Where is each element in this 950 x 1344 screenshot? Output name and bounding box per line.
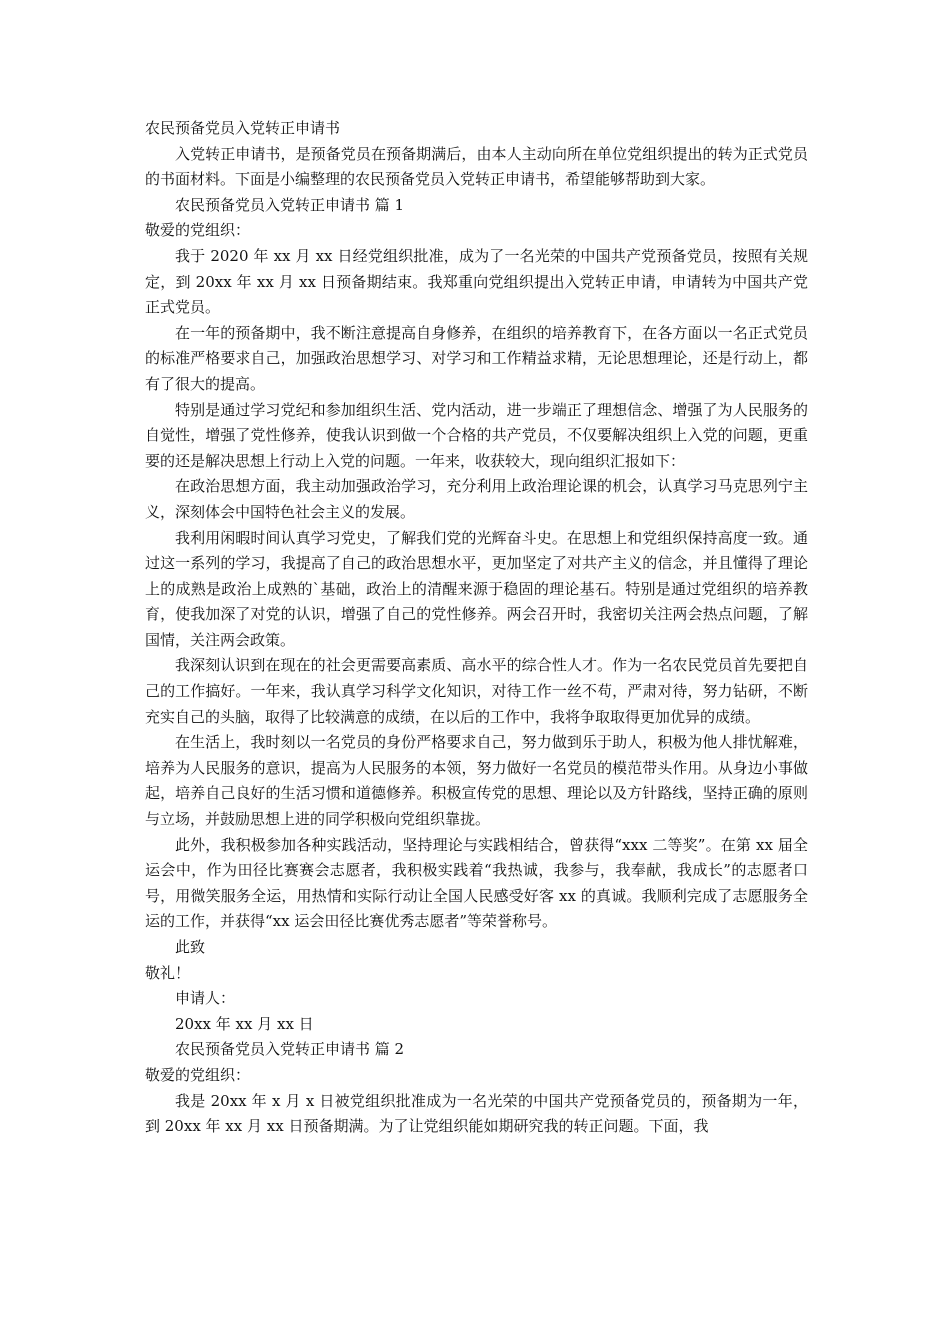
letter-1-paragraph: 我深刻认识到在现在的社会更需要高素质、高水平的综合性人才。作为一名农民党员首先要把自己的工作搞好。一年来，我认真学习科学文化知识，对待工作一丝不苟，严肃对待，努力钻研，不断充实自己的头脑，取得了比较满意的成绩，在以后的工作中，我将争取取得更加优异的成绩。 xyxy=(145,656,808,726)
letter-1-closing: 此致 xyxy=(175,938,206,956)
document-title: 农民预备党员入党转正申请书 xyxy=(145,119,341,137)
letter-1-paragraph: 此外，我积极参加各种实践活动，坚持理论与实践相结合，曾获得“xxx 二等奖”。在第 xx 届全运会中，作为田径比赛赛会志愿者，我积极实践着“我热诚，我参与，我奉献，我成长”的志愿者口号，用微笑服务全运，用热情和实际行动让全国人民感受好客 xx 的真诚。我顺利完成了志愿服务全运的工作，并获得“xx 运会田径比赛优秀志愿者”等荣誉称号。 xyxy=(145,835,808,931)
letter-1-heading: 农民预备党员入党转正申请书 篇 1 xyxy=(175,195,405,214)
letter-1-salute: 敬礼！ xyxy=(145,963,191,982)
letter-1-salutation: 敬爱的党组织： xyxy=(145,221,251,240)
letter-1-paragraph: 在生活上，我时刻以一名党员的身份严格要求自己，努力做到乐于助人，积极为他人排忧解难，培养为人民服务的意识，提高为人民服务的本领，努力做好一名党员的模范带头作用。从身边小事做起，培养自己良好的生活习惯和道德修养。积极宣传党的思想、理论以及方针路线，坚持正确的原则与立场，并鼓励思想上进的同学积极向党组织靠拢。 xyxy=(145,733,808,829)
letter-1-paragraph: 特别是通过学习党纪和参加组织生活、党内活动，进一步端正了理想信念、增强了为人民服务的自觉性，增强了党性修养，使我认识到做一个合格的共产党员，不仅要解决组织上入党的问题，更重要的还是解决思想上行动上入党的问题。一年来，收获较大，现向组织汇报如下： xyxy=(145,400,808,470)
letter-2-salutation: 敬爱的党组织： xyxy=(145,1065,251,1084)
letter-1-signer: 申请人： xyxy=(175,989,236,1008)
letter-1-paragraph: 在一年的预备期中，我不断注意提高自身修养，在组织的培养教育下，在各方面以一名正式党员的标准严格要求自己，加强政治思想学习、对学习和工作精益求精，无论思想理论，还是行动上，都有了很大的提高。 xyxy=(145,323,808,393)
letter-2-heading: 农民预备党员入党转正申请书 篇 2 xyxy=(175,1040,405,1059)
letter-1-paragraph: 我于 2020 年 xx 月 xx 日经党组织批准，成为了一名光荣的中国共产党预备党员，按照有关规定，到 20xx 年 xx 月 xx 日预备期结束。我郑重向党组织提出入党转正申请，申请转为中国共产党正式党员。 xyxy=(145,246,808,317)
intro-paragraph: 入党转正申请书，是预备党员在预备期满后，由本人主动向所在单位党组织提出的转为正式党员的书面材料。下面是小编整理的农民预备党员入党转正申请书，希望能够帮助到大家。 xyxy=(145,144,808,189)
letter-1-paragraph: 我利用闲暇时间认真学习党史，了解我们党的光辉奋斗史。在思想上和党组织保持高度一致。通过这一系列的学习，我提高了自己的政治思想水平，更加坚定了对共产主义的信念，并且懂得了理论上的成熟是政治上成熟的`基础，政治上的清醒来源于稳固的理论基石。特别是通过党组织的培养教育，使我加深了对党的认识，增强了自己的党性修养。两会召开时，我密切关注两会热点问题，了解国情，关注两会政策。 xyxy=(145,528,808,649)
letter-1-paragraph: 在政治思想方面，我主动加强政治学习，充分利用上政治理论课的机会，认真学习马克思列宁主义，深刻体会中国特色社会主义的发展。 xyxy=(145,477,808,521)
letter-2-paragraph: 我是 20xx 年 x 月 x 日被党组织批准成为一名光荣的中国共产党预备党员的，预备期为一年，到 20xx 年 xx 月 xx 日预备期满。为了让党组织能如期研究我的转正问题。下面，我 xyxy=(145,1091,808,1136)
letter-1-date: 20xx 年 xx 月 xx 日 xyxy=(175,1014,314,1033)
